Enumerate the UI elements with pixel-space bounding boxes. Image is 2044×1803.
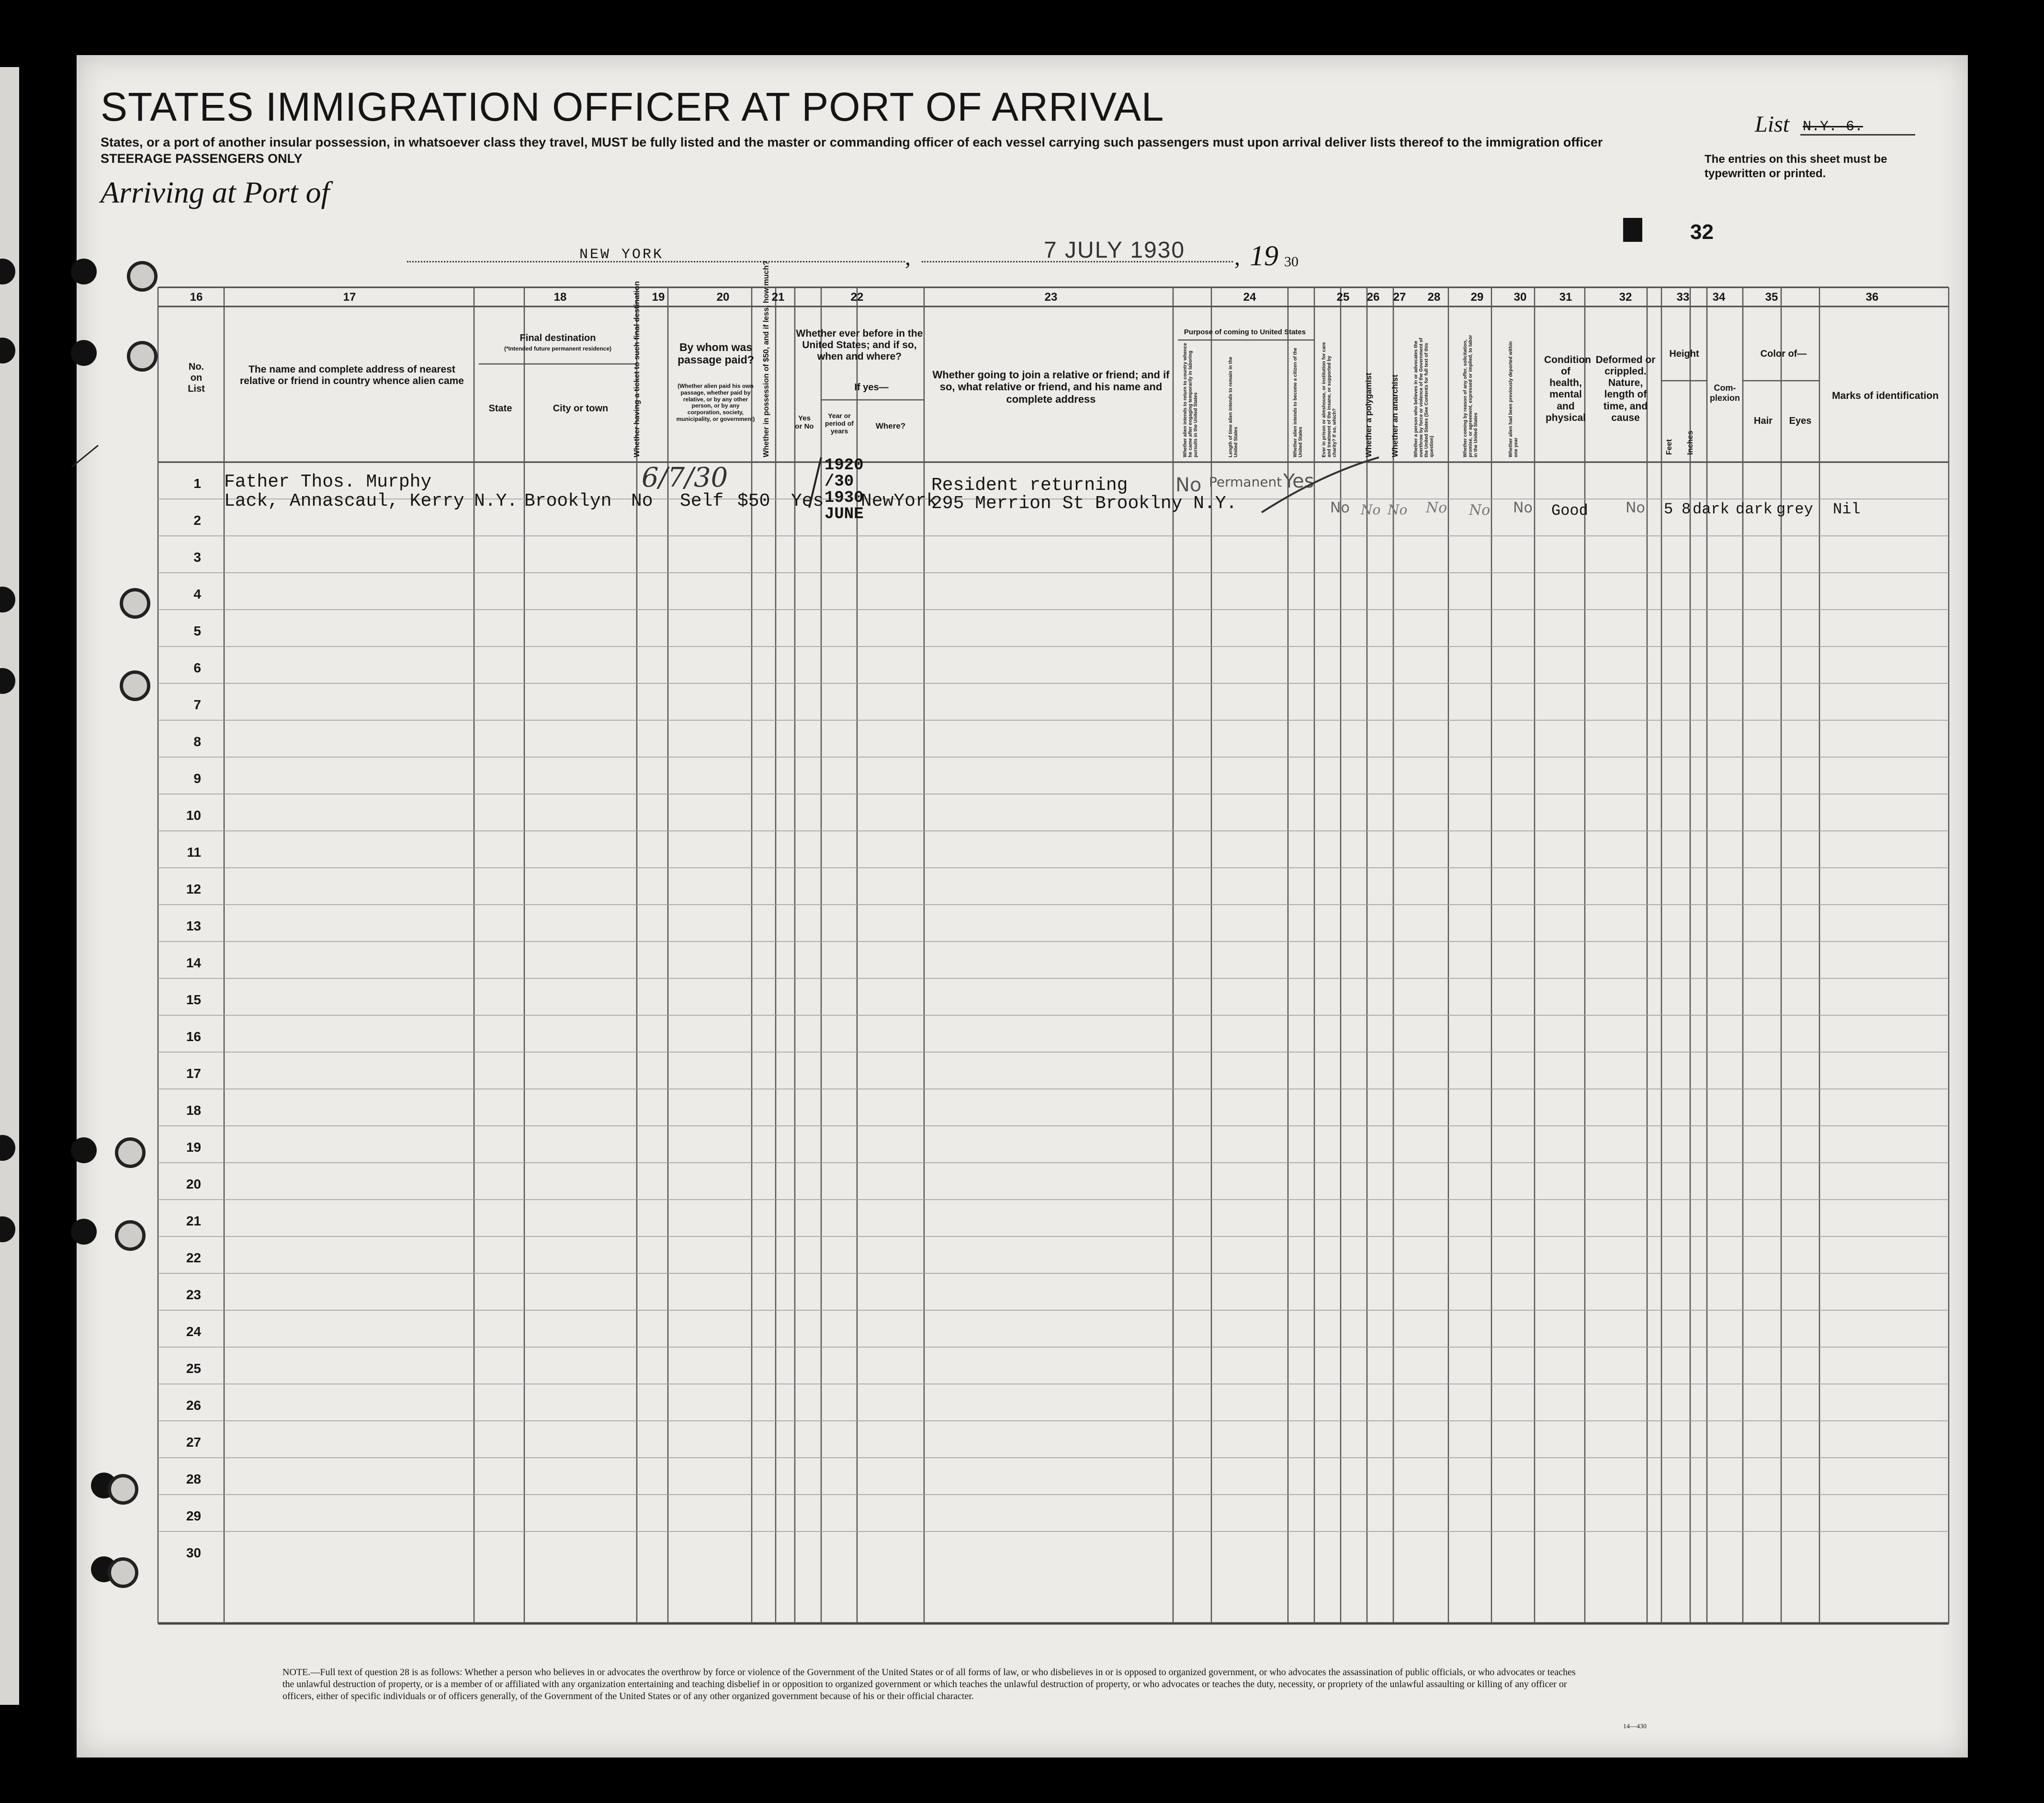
column-number: 32 (1619, 291, 1632, 304)
header-deported: Whether alien had been previously deported within one year (1508, 341, 1519, 457)
column-number: 26 (1366, 291, 1380, 304)
header-ticket: Whether having a ticket to such final destination (633, 281, 641, 457)
header-state: State (488, 403, 512, 414)
column-number: 17 (343, 291, 356, 304)
years-value: 1920 /30 1930 JUNE (824, 456, 864, 523)
header-final-destination: Final destination (519, 333, 596, 343)
port-value: NEW YORK (579, 247, 664, 263)
list-note: The entries on this sheet must be typewritten or printed. (1705, 153, 1887, 180)
deformed-value: No (1626, 499, 1645, 516)
header-complexion: Com-plexion (1709, 383, 1740, 403)
ticket-value: No (631, 491, 653, 511)
sheet-number: 32 (1690, 220, 1714, 244)
header-if-yes: If yes— (854, 382, 889, 393)
year-prefix: 19 (1250, 240, 1278, 272)
header-health: Condition of health, mental and physical (1544, 354, 1591, 423)
header-marks: Marks of identification (1832, 390, 1939, 401)
header-purpose-citizen: Whether alien intends to become a citizen of the United States (1293, 348, 1303, 457)
column-number: 24 (1243, 291, 1256, 304)
paid-by: Self (680, 491, 724, 511)
column-number: 22 (850, 291, 864, 304)
form-title: STATES IMMIGRATION OFFICER AT PORT OF ARRIVAL (101, 84, 1164, 129)
row-number: 26 (186, 1398, 201, 1413)
row-number: 27 (186, 1435, 201, 1450)
header-money: Whether in possession of $50, and if less, how much? (762, 261, 770, 457)
column-number: 21 (771, 291, 785, 304)
row-number: 2 (193, 513, 201, 528)
row-number: 18 (186, 1103, 201, 1118)
row-number: 21 (186, 1213, 201, 1228)
join-address: 295 Merrion St Brooklny N.Y. (931, 493, 1237, 514)
where-value: NewYork (861, 491, 937, 511)
marks-value: Nil (1833, 500, 1861, 518)
row-number: 16 (186, 1029, 201, 1044)
header-polygamist: Whether a polygamist (1364, 373, 1373, 457)
health-value: Good (1551, 502, 1588, 520)
row-number: 6 (193, 660, 201, 675)
column-number: 31 (1559, 291, 1572, 304)
column-number: 25 (1336, 291, 1350, 304)
citizen-intent: Yes (1283, 470, 1314, 492)
height-inches: 8 (1682, 500, 1691, 518)
column-number: 18 (553, 291, 567, 304)
header-purpose-length: Length of time alien intends to remain in the United States (1228, 356, 1239, 457)
column-number: 29 (1470, 291, 1484, 304)
dest-state: N.Y. (474, 491, 518, 511)
arriving-label: Arriving at Port of (101, 175, 330, 209)
anarchist-value: No (1388, 502, 1408, 518)
header-yes-no: Yes or No (795, 414, 814, 431)
date-stamp: 7 JULY 1930 (1044, 238, 1186, 263)
hair-value: dark (1736, 500, 1773, 518)
steerage-label: STEERAGE PASSENGERS ONLY (101, 151, 303, 166)
column-number: 34 (1712, 291, 1726, 304)
header-purpose-return: Whether alien intends to return to country whence he came after engaging temporarily in laboring pursuits in the United States (1183, 343, 1198, 457)
column-number: 35 (1765, 291, 1778, 304)
header-where: Where? (875, 421, 906, 431)
comma: , (1234, 245, 1240, 270)
header-passage-note: (Whether alien paid his own passage, whether paid by relative, or by any other person, or by any corporation, society, municipality, or government) (676, 383, 755, 422)
header-passage-paid: By whom was passage paid? (678, 341, 754, 366)
row-number: 28 (186, 1472, 201, 1486)
header-join-relative: Whether going to join a relative or friend; and if so, what relative or friend, and his name and complete address (932, 369, 1170, 405)
length-of-stay: Permanent (1209, 474, 1282, 490)
header-eyes: Eyes (1789, 416, 1812, 426)
overthrow-value: No (1426, 499, 1447, 516)
list-label: List (1755, 112, 1790, 137)
row-number: 25 (186, 1361, 201, 1376)
form-instructions: States, or a port of another insular possession, in whatsoever class they travel, MUST be fully listed and the master or commanding officer of each vessel carrying such passengers must upon arrival deliver lists thereof to the immigration officer (101, 135, 1603, 149)
row-number: 30 (186, 1545, 201, 1560)
column-number: 30 (1513, 291, 1527, 304)
form-number: 14—430 (1623, 1723, 1647, 1730)
header-overthrow: Whether a person who believes in or advocates the overthrow by force or violence of the Government of the United States (See Contents for full text of this question) (1413, 338, 1434, 457)
offer-value: No (1469, 502, 1491, 519)
column-number: 20 (716, 291, 730, 304)
deported-value: No (1513, 499, 1533, 516)
prison-value: No (1330, 499, 1350, 516)
row-number: 3 (193, 550, 201, 565)
header-feet: Feet (1665, 439, 1673, 455)
header-city: City or town (553, 403, 609, 414)
height-feet: 5 (1664, 500, 1673, 518)
row-number: 19 (186, 1140, 201, 1155)
column-number: 16 (190, 291, 203, 304)
money-value: $50 (737, 491, 770, 511)
header-deformed: Deformed or crippled. Nature, length of time, and cause (1595, 354, 1656, 423)
header-color: Color of— (1760, 349, 1807, 359)
row-number: 7 (193, 697, 201, 712)
header-final-destination-note: (*Intended future permanent residence) (504, 345, 612, 352)
row-number: 8 (193, 734, 201, 749)
year-suffix: 30 (1284, 254, 1299, 270)
row-number: 17 (186, 1066, 201, 1081)
row-number: 9 (193, 771, 201, 786)
row-number: 5 (193, 624, 201, 638)
relative-name: Father Thos. Murphy (224, 472, 432, 492)
header-inches: Inches (1686, 431, 1694, 455)
row-number: 1 (193, 476, 201, 491)
row-number: 11 (187, 845, 201, 860)
column-number: 36 (1865, 291, 1879, 304)
row-number: 15 (186, 992, 201, 1007)
column-number: 27 (1393, 291, 1406, 304)
header-hair: Hair (1754, 416, 1773, 426)
row-number: 22 (186, 1250, 201, 1265)
complexion-value: dark (1693, 500, 1729, 518)
row-number: 4 (193, 587, 201, 601)
row-number: 13 (186, 919, 201, 933)
header-height: Height (1669, 349, 1699, 359)
row-number: 29 (186, 1508, 201, 1523)
column-number: 19 (652, 291, 665, 304)
row-number: 10 (186, 808, 201, 823)
comma: , (905, 245, 911, 270)
header-before-us: Whether ever before in the United States; and if so, when and where? (796, 328, 923, 363)
header-relative: The name and complete address of nearest relative or friend in country whence alien came (240, 364, 464, 387)
dest-city: Brooklyn (524, 491, 612, 511)
join-reason: Resident returning (931, 475, 1128, 496)
footnote: NOTE.—Full text of question 28 is as follows: Whether a person who believes in or advocates the overthrow by force or violence of the Government of the United States or of all forms of law, or who disbelieves in or is opposed to organized government, or who advocates the assassination of public officials, or who advocates or teaches the unlawful destruction of property, or is a member of or affiliated with any organization entertaining and teaching disbelief in or opposition to organized government or which teaches the unlawful destruction of property, or who advocates or teaches the duty, necessity, or propriety of the unlawful assaulting or killing of any officer or officers, either of specific individuals or of officers generally, of the Government of the United States or of any other organized government because of his or their official character. (282, 1667, 1576, 1701)
row-number: 23 (186, 1287, 201, 1302)
before-yes: Yes (791, 491, 824, 511)
row-number: 20 (186, 1177, 201, 1191)
header-no-on-list: No. on List (188, 362, 205, 394)
header-prison: Ever in prison or almshouse, or institution for care and treatment of the insane, or supported by charity? If so, which? (1321, 342, 1337, 457)
column-number: 33 (1676, 291, 1690, 304)
purpose-return: No (1175, 474, 1202, 496)
header-offer: Whether coming by reason of any offer, solicitation, promise, or agreement, expressed or implied, to labor in the United States (1463, 335, 1479, 457)
header-purpose: Purpose of coming to United States (1184, 328, 1306, 336)
row-number: 24 (186, 1324, 201, 1339)
list-value: N.Y. 6. (1803, 119, 1863, 135)
header-anarchist: Whether an anarchist (1390, 374, 1400, 457)
relative-address: Lack, Annascaul, Kerry (224, 491, 464, 511)
handwritten-date: 6/7/30 (642, 462, 728, 493)
column-number: 23 (1044, 291, 1058, 304)
column-number: 28 (1427, 291, 1441, 304)
row-number: 14 (186, 955, 201, 970)
header-years: Year or period of years (825, 412, 854, 435)
eyes-value: grey (1776, 500, 1813, 518)
polygamist-value: No (1361, 502, 1381, 518)
row-number: 12 (186, 882, 201, 896)
